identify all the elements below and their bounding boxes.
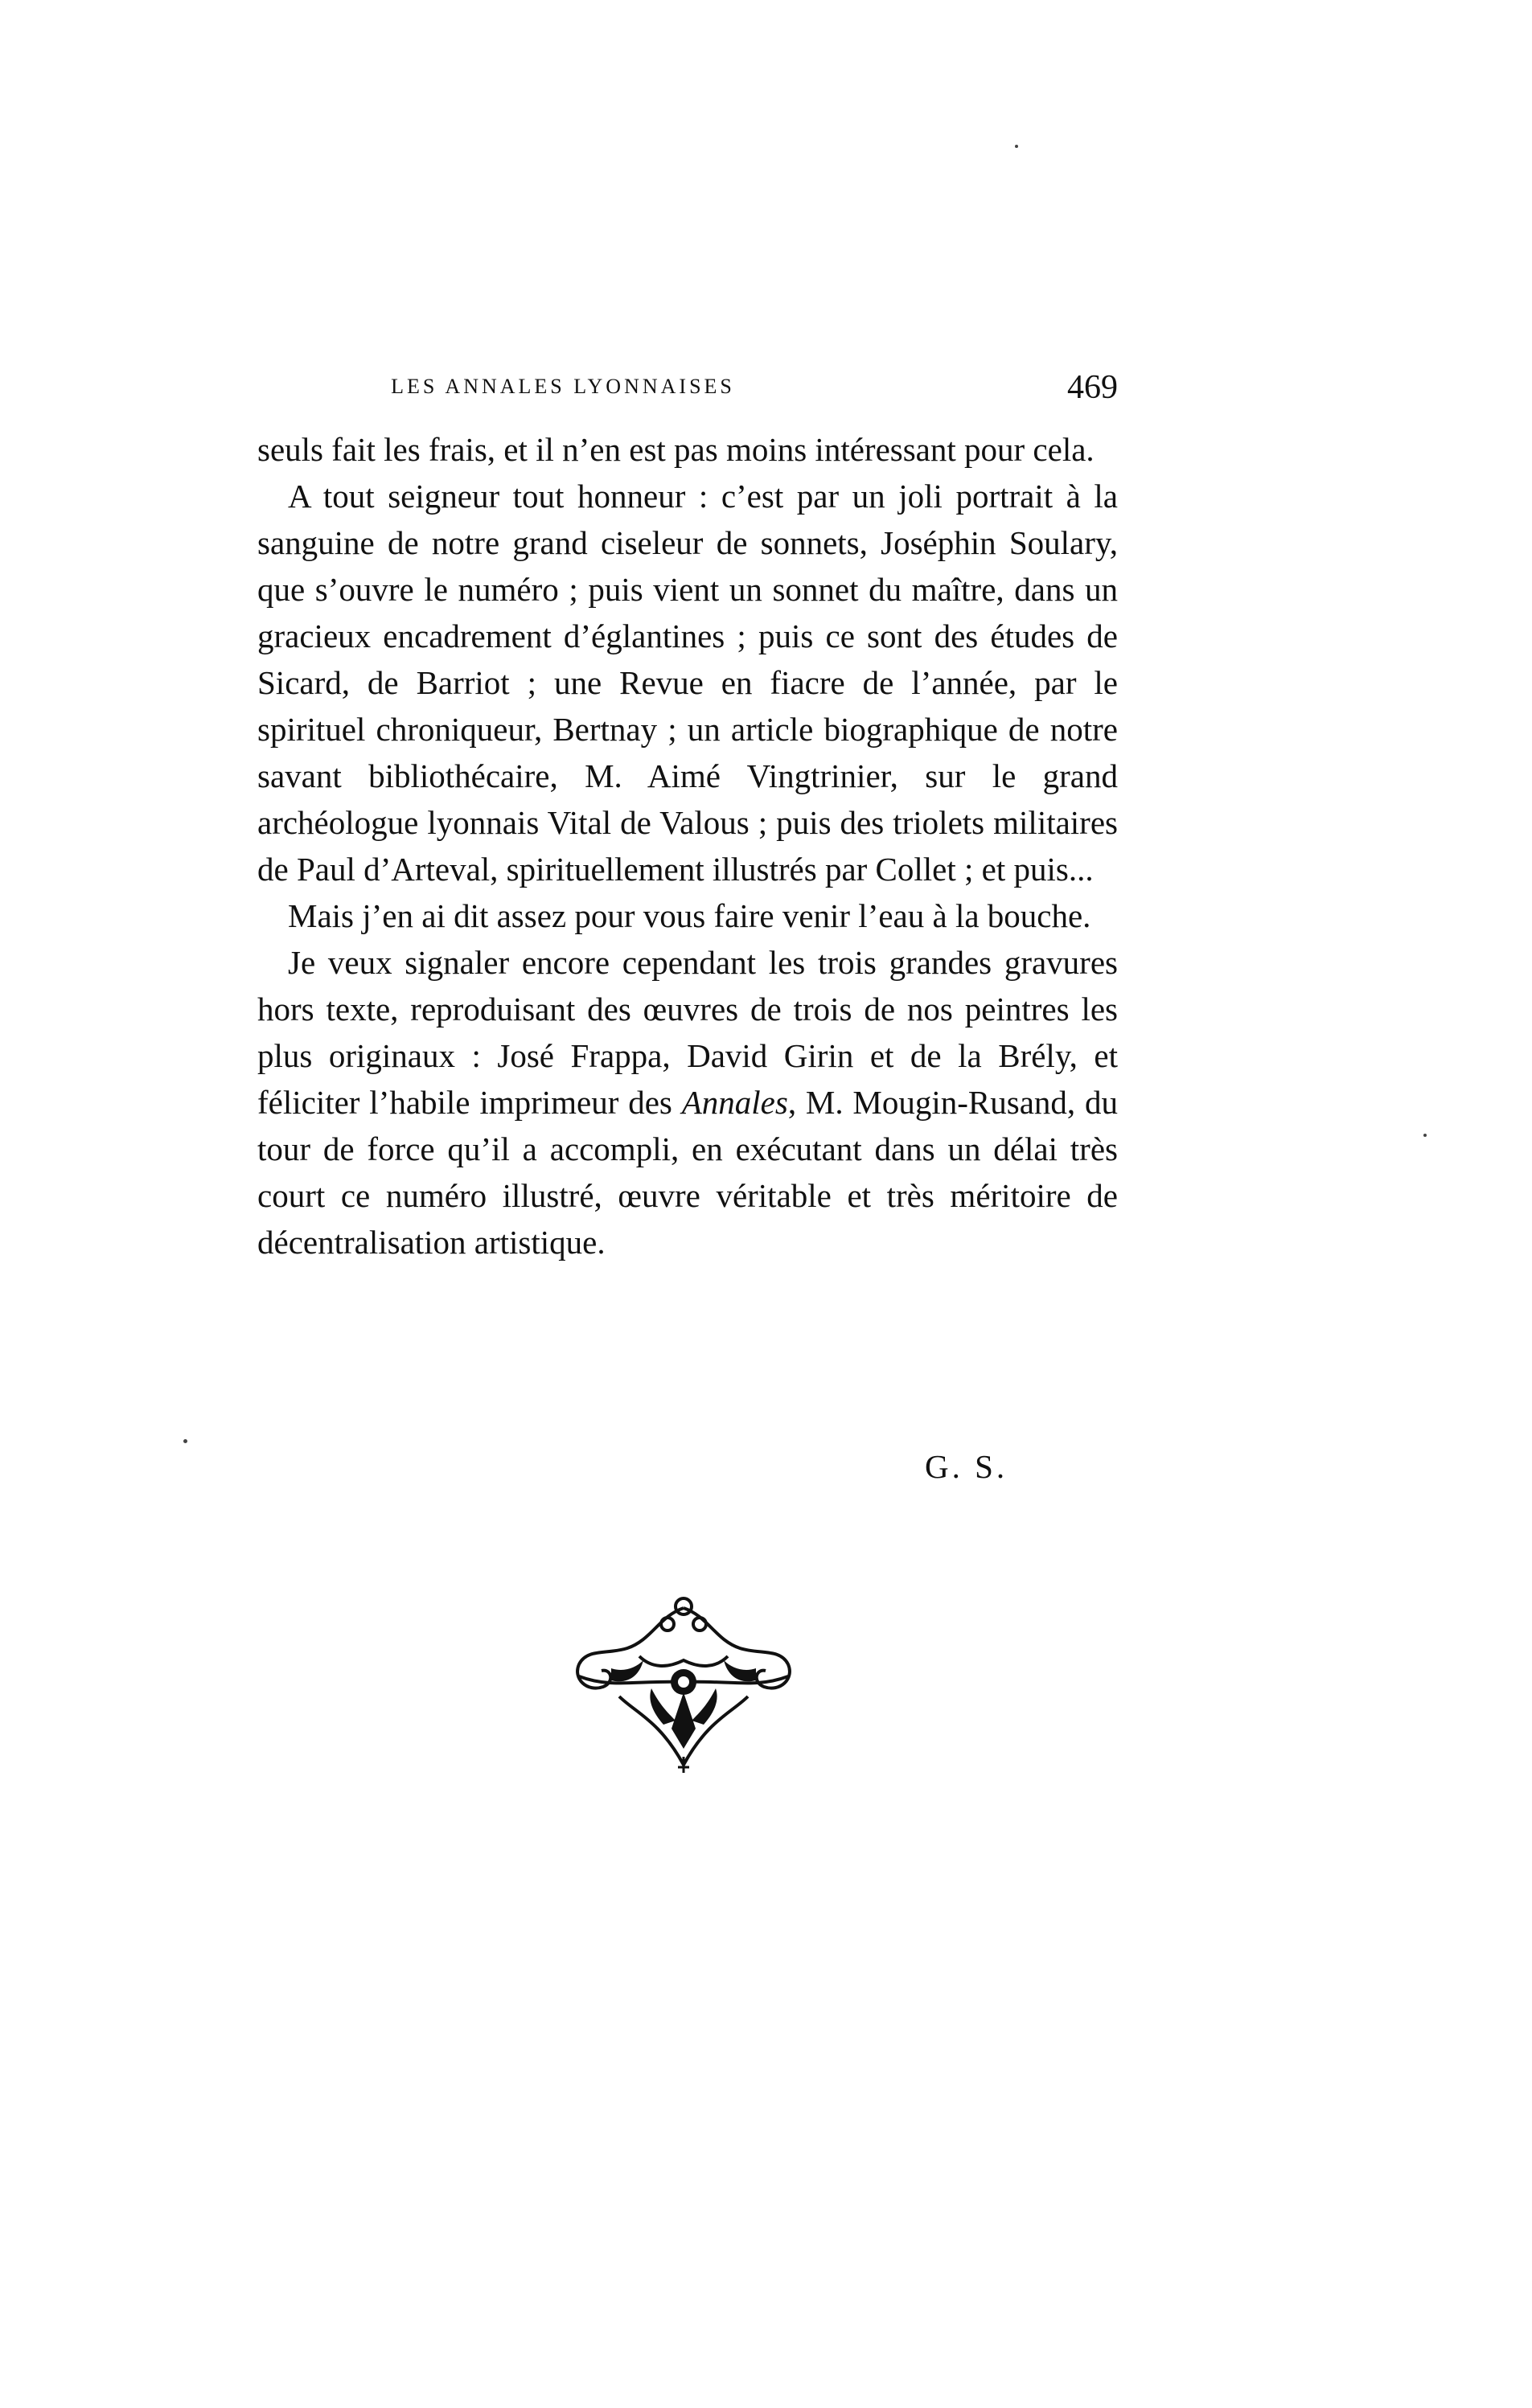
paragraph-4-text-end: , M. Mougin-Rusand, du tour de force qu’il a accompli, en exécutant dans un délai très court ce numéro illustré, œuvre véritable et très méritoire de décentralisation artistique. [257, 1084, 1118, 1261]
journal-title-italic: Annales [681, 1084, 788, 1121]
paragraph-3: Mais j’en ai dit assez pour vous faire venir l’eau à la bouche. [288, 897, 1091, 934]
body-text [257, 426, 1118, 1266]
paragraph-4 [257, 939, 1118, 1266]
paper-speck [1015, 145, 1018, 148]
paragraph-1: seuls fait les frais, et il n’en est pas moins intéressant pour cela. [257, 431, 1095, 468]
paragraph-2: A tout seigneur tout honneur : c’est par un joli portrait à la sanguine de notre grand ciseleur de sonnets, Joséphin Soulary, que s’ouvre le numéro ; puis vient un sonnet du maître, dans un gracieux encadrement d’églantines ; puis ce sont des études de Sicard, de Barriot ; une Revue en fiacre de l’année, par le spirituel chroniqueur, Bertnay ; un article biographique de notre savant bibliothécaire, M. Aimé Vingtrinier, sur le grand archéologue lyonnais Vital de Valous ; puis des triolets militaires de Paul d’Arteval, spirituellement illustrés par Collet ; et puis... [257, 478, 1118, 888]
author-signature: G. S. [925, 1448, 1008, 1485]
paragraph-4-text-start: Je veux signaler encore cependant les trois grandes gravures hors texte, reproduisant des œuvres de trois de nos peintres les plus originaux : José Frappa, David Girin et de la Brély, et féliciter l’habile imprimeur des [257, 944, 1118, 1121]
fleuron-ornament-icon [563, 1592, 804, 1777]
running-title: LES ANNALES LYONNAISES [391, 375, 735, 398]
paper-speck [183, 1439, 187, 1443]
page-number: 469 [1067, 369, 1118, 406]
running-head [257, 368, 1118, 416]
paper-speck [1423, 1134, 1427, 1137]
